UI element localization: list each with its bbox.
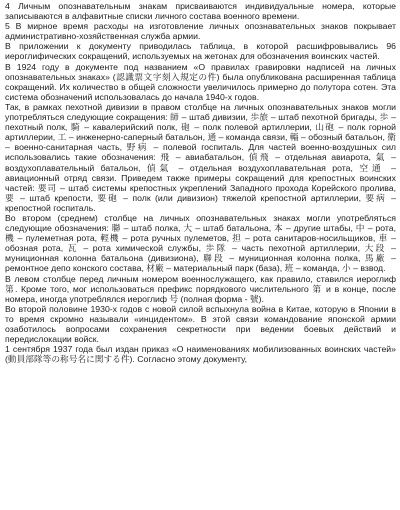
paragraph: В левом столбце перед личным номером военнослужащего, как правило, ставился иероглиф 第. Кроме того, мог использоваться префикс порядкового числительного 第 и в конце, после номера, иногда употреблялся иероглиф 号 (полная форма - 號). [5,273,396,304]
paragraph: 1 сентября 1937 года был издан приказ «О наименованиях мобилизованных воинских частей» (動員部隊等の称号名に関する件). Согласно этому документу, [5,344,396,365]
paragraph: 4 Личным опознавательным знакам присваиваются индивидуальные номера, которые записываются в алфавитные списки личного состава военного времени. [5,1,396,22]
paragraph: В 1924 году в документе под названием «О правилах гравировки надписей на личных опознавательных знаках» (認識票文字刻入規定の件) была опубликована расширенная таблица сокращений. Их количество в общей сложности увеличилось примерно до полутора сотен. Эта система обозначений использовалась до начала 1940-х годов. [5,61,396,102]
paragraph: Во втором (среднем) столбце на личных опознавательных знаках могли употребляться следующие обозначения: 聯 – штаб полка, 大 – штаб батальона, 本 – другие штабы, 中 – рота, 機 – пулеметная рота, 輕機 – рота ручных пулеметов, 担 – рота санитаров-носильщиков, 車 – обозная рота, 瓦 – рота химической службы, 歩隊 – часть пехотной артиллерии, 大段 – муниционная колонна батальона (дивизиона), 聯段 – муниционная колонна полка, 馬廠 – ремонтное депо конского состава, 材廠 – материальный парк (база), 班 – команда, 小 – взвод. [5,212,396,274]
paragraph: Так, в рамках пехотной дивизии в правом столбце на личных опознавательных знаков могли употребляться следующие сокращения: 師 – штаб дивизии, 歩旅 – штаб пехотной бригады, 歩 – пехотный полк, 騎 – кавалерийский полк, 砲 – полк полевой артиллерии, 山砲 – полк горной артиллерии, 工 – инженерно-саперный батальон, 通 – команда связи, 輜 – обозный батальон, 衛 – военно-санитарная часть, 野病 – полевой госпиталь. Для частей военно-воздушных сил использовались такие обозначения: 飛 – авиабатальон, 偵飛 – отдельная авиарота, 氣 – воздухоплавательный батальон, 偵氣 – отдельная воздухоплавательная рота, 空通 – авиационный отряд связи. Приведем также примеры сокращений для крепостных воинских частей: 要司 – штаб системы крепостных укреплений Западного прохода Корейского пролива, 要 – штаб крепости, 要砲 – полк (или дивизион) тяжелой крепостной артиллерии, 要病 – крепостной госпиталь. [5,101,396,213]
paragraph: Во второй половине 1930-х годов с новой силой вспыхнула война в Китае, которую в Японии в то время скромно называли «инцидентом». В этой связи командование японской армии озаботилось вопросами сохранения секретности при ведении боевых действий и передислокации войск. [5,303,396,345]
paragraph: В приложении к документу приводилась таблица, в которой расшифровывались 96 иероглифических сокращений, используемых на жетонах для обозначения воинских частей. [5,41,396,62]
paragraph: 5 В мирное время расходы на изготовление личных опознавательных знаков покрывает административно-хозяйственная служба армии. [5,21,396,42]
